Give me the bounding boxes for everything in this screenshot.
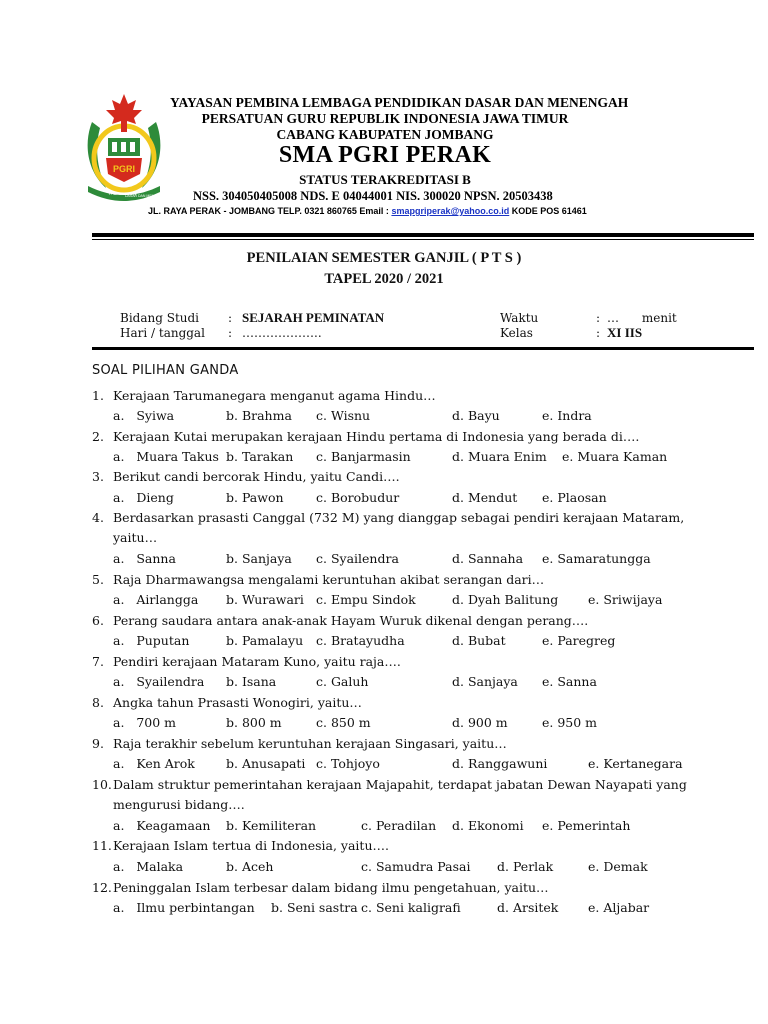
answer-option: d. 900 m — [452, 715, 508, 730]
answer-option: c. Seni kaligrafi — [361, 900, 461, 915]
answer-option: d. Muara Enim — [452, 449, 547, 464]
answer-option: d. Mendut — [452, 490, 518, 505]
question-number: 3. — [92, 469, 104, 484]
question-text: Berikut candi bercorak Hindu, yaitu Candi…. — [113, 469, 400, 484]
answer-option: c. Galuh — [316, 674, 369, 689]
answer-option: e. Demak — [588, 859, 648, 874]
answer-option: d. Ekonomi — [452, 818, 524, 833]
answer-option: a. Syiwa — [113, 408, 175, 423]
answer-option: c. Wisnu — [316, 408, 371, 423]
time-colon: : — [596, 311, 601, 325]
answer-option: c. Samudra Pasai — [361, 859, 471, 874]
question-text: Peninggalan Islam terbesar dalam bidang ilmu pengetahuan, yaitu… — [113, 880, 549, 895]
class-value: XI IIS — [607, 325, 643, 340]
question-number: 6. — [92, 613, 104, 628]
answer-option: c. Peradilan — [361, 818, 437, 833]
answer-option: b. 800 m — [226, 715, 282, 730]
question-text: Raja terakhir sebelum keruntuhan kerajaan Singasari, yaitu… — [113, 736, 507, 751]
answer-option: a. Sanna — [113, 551, 176, 566]
logo-ribbon-text-2: DASAR DAN MENENGAH — [125, 194, 167, 198]
answer-option: b. Sanjaya — [226, 551, 292, 566]
answer-option: b. Seni sastra — [271, 900, 358, 915]
question-number: 8. — [92, 695, 104, 710]
pgri-logo — [78, 92, 170, 202]
answer-option: b. Isana — [226, 674, 277, 689]
answer-option: b. Aceh — [226, 859, 274, 874]
question-number: 11. — [92, 838, 112, 853]
accreditation-status: STATUS TERAKREDITASI B — [299, 172, 471, 187]
answer-option: b. Pamalayu — [226, 633, 304, 648]
class-label: Kelas — [500, 326, 533, 340]
question-number: 4. — [92, 510, 104, 525]
class-colon: : — [596, 326, 601, 340]
question-text: Raja Dharmawangsa mengalami keruntuhan akibat serangan dari… — [113, 572, 545, 587]
time-label: Waktu — [500, 311, 539, 325]
answer-option: e. Indra — [542, 408, 592, 423]
answer-option: d. Sannaha — [452, 551, 524, 566]
answer-option: e. Sanna — [542, 674, 597, 689]
answer-option: b. Anusapati — [226, 756, 306, 771]
answer-option: a. Dieng — [113, 490, 174, 505]
answer-option: c. Bratayudha — [316, 633, 405, 648]
answer-option: a. Airlangga — [113, 592, 199, 607]
answer-option: e. Kertanegara — [588, 756, 683, 771]
answer-option: e. Sriwijaya — [588, 592, 663, 607]
postal-code: KODE POS 61461 — [509, 206, 587, 216]
answer-option: e. Paregreg — [542, 633, 616, 648]
question-text: Kerajaan Islam tertua di Indonesia, yaitu…. — [113, 838, 389, 853]
question-number: 10. — [92, 777, 112, 792]
section-title: SOAL PILIHAN GANDA — [92, 363, 239, 378]
exam-year: TAPEL 2020 / 2021 — [324, 271, 444, 287]
answer-option: b. Kemiliteran — [226, 818, 317, 833]
foundation-name: YAYASAN PEMBINA LEMBAGA PENDIDIKAN DASAR DAN MENENGAH — [170, 95, 629, 110]
answer-option: a. Muara Takus — [113, 449, 219, 464]
answer-option: e. Muara Kaman — [562, 449, 668, 464]
question-text: Perang saudara antara anak-anak Hayam Wuruk dikenal dengan perang…. — [113, 613, 589, 628]
answer-option: d. Bubat — [452, 633, 506, 648]
exam-title: PENILAIAN SEMESTER GANJIL ( P T S ) — [246, 250, 522, 266]
question-number: 12. — [92, 880, 112, 895]
answer-option: b. Wurawari — [226, 592, 304, 607]
answer-option: c. Syailendra — [316, 551, 399, 566]
answer-option: e. Plaosan — [542, 490, 607, 505]
answer-option: e. 950 m — [542, 715, 598, 730]
answer-option: b. Brahma — [226, 408, 292, 423]
answer-option: e. Samaratungga — [542, 551, 651, 566]
answer-option: c. Empu Sindok — [316, 592, 416, 607]
day-colon: : — [228, 326, 233, 340]
school-ids: NSS. 304050405008 NDS. E 04044001 NIS. 300020 NPSN. 20503438 — [193, 189, 553, 203]
question-text: Angka tahun Prasasti Wonogiri, yaitu… — [113, 695, 362, 710]
answer-option: c. Banjarmasin — [316, 449, 411, 464]
answer-option: b. Tarakan — [226, 449, 294, 464]
school-name: SMA PGRI PERAK — [278, 142, 492, 168]
answer-option: b. Pawon — [226, 490, 284, 505]
day-label: Hari / tanggal — [120, 326, 205, 340]
answer-option: d. Bayu — [452, 408, 500, 423]
answer-option: d. Perlak — [497, 859, 554, 874]
branch-name: CABANG KABUPATEN JOMBANG — [276, 127, 494, 142]
question-text-continued: yaitu… — [113, 530, 158, 545]
subject-colon: : — [228, 311, 233, 325]
header-divider — [92, 233, 754, 237]
answer-option: d. Arsitek — [497, 900, 559, 915]
header-divider-thin — [92, 239, 754, 240]
answer-option: e. Pemerintah — [542, 818, 631, 833]
answer-option: c. Tohjoyo — [316, 756, 380, 771]
school-address — [148, 206, 587, 216]
question-text: Berdasarkan prasasti Canggal (732 M) yang dianggap sebagai pendiri kerajaan Mataram, — [113, 510, 685, 525]
question-text: Pendiri kerajaan Mataram Kuno, yaitu raja…. — [113, 654, 401, 669]
answer-option: a. 700 m — [113, 715, 177, 730]
logo-pgri-text: PGRI — [112, 164, 136, 174]
answer-option: a. Keagamaan — [113, 818, 211, 833]
day-value: ……………….. — [242, 326, 322, 340]
question-number: 2. — [92, 429, 104, 444]
time-value: … menit — [607, 311, 677, 325]
question-number: 7. — [92, 654, 104, 669]
subject-value: SEJARAH PEMINATAN — [242, 310, 385, 325]
answer-option: c. Borobudur — [316, 490, 400, 505]
logo-ribbon-text: YPLP DASMEN — [108, 191, 137, 196]
answer-option: a. Puputan — [113, 633, 190, 648]
email-link[interactable]: smapgriperak@yahoo.co.id — [391, 206, 510, 216]
answer-option: d. Dyah Balitung — [452, 592, 559, 607]
answer-option: d. Ranggawuni — [452, 756, 548, 771]
question-text: Kerajaan Tarumanegara menganut agama Hindu… — [113, 388, 436, 403]
question-number: 1. — [92, 388, 104, 403]
question-text: Kerajaan Kutai merupakan kerajaan Hindu pertama di Indonesia yang berada di…. — [113, 429, 640, 444]
subject-label: Bidang Studi — [120, 311, 200, 325]
question-text-continued: mengurusi bidang…. — [113, 797, 245, 812]
answer-option: a. Syailendra — [113, 674, 205, 689]
info-divider — [92, 347, 754, 350]
answer-option: a. Ken Arok — [113, 756, 195, 771]
question-text: Dalam struktur pemerintahan kerajaan Majapahit, terdapat jabatan Dewan Nayapati yang — [113, 777, 687, 792]
answer-option: e. Aljabar — [588, 900, 650, 915]
question-number: 9. — [92, 736, 104, 751]
answer-option: c. 850 m — [316, 715, 371, 730]
association-name: PERSATUAN GURU REPUBLIK INDONESIA JAWA TIMUR — [201, 111, 569, 126]
address-text: JL. RAYA PERAK - JOMBANG TELP. 0321 860765 Email : — [148, 206, 392, 216]
answer-option: a. Ilmu perbintangan — [113, 900, 255, 915]
answer-option: a. Malaka — [113, 859, 184, 874]
question-number: 5. — [92, 572, 104, 587]
answer-option: d. Sanjaya — [452, 674, 518, 689]
